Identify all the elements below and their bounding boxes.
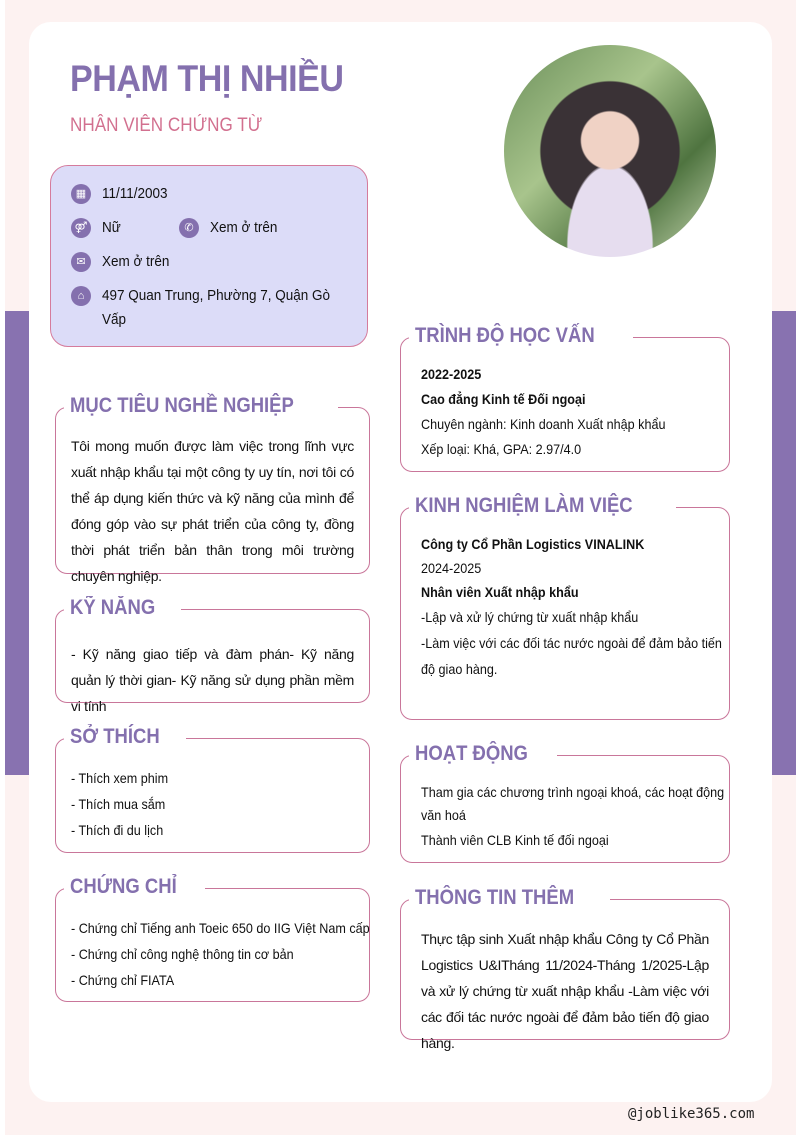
education-body: [421, 362, 714, 462]
watermark: @joblike365.com: [628, 1106, 755, 1122]
experience-body: [421, 532, 722, 682]
objective-section: [55, 394, 370, 584]
gender-icon: ⚤: [71, 218, 91, 238]
list-item: - Thích xem phim: [71, 770, 169, 786]
education-school: Cao đẳng Kinh tế Đối ngoại: [421, 391, 586, 407]
gender-value: Nữ: [102, 219, 121, 236]
gender-row: [71, 216, 123, 240]
list-item: Tham gia các chương trình ngoại khoá, các hoạt động: [421, 784, 725, 800]
calendar-icon: ▦: [71, 184, 91, 204]
additional-text: Thực tập sinh Xuất nhập khẩu Công ty Cổ Phần Logistics U&ITháng 11/2024-Tháng 1/2025-Lập và xử lý chứng từ xuất nhập khẩu -Làm việc với các đối tác nước ngoài để đảm bảo tiến độ giao hàng.: [421, 931, 709, 1051]
experience-period: 2024-2025: [421, 560, 482, 576]
experience-duty: -Làm việc với các đối tác nước ngoài để đảm bảo tiến: [421, 635, 722, 651]
section-title: SỞ THÍCH: [64, 723, 186, 751]
job-title: NHÂN VIÊN CHỨNG TỪ: [70, 115, 263, 136]
experience-duty: độ giao hàng.: [421, 661, 498, 677]
home-icon: ⌂: [71, 286, 91, 306]
section-title: TRÌNH ĐỘ HỌC VẤN: [409, 322, 633, 350]
skills-text: - Kỹ năng giao tiếp và đàm phán- Kỹ năng quản lý thời gian- Kỹ năng sử dụng phần mềm vi tính: [71, 646, 354, 714]
phone-value[interactable]: Xem ở trên: [210, 219, 278, 236]
section-title: KINH NGHIỆM LÀM VIỆC: [409, 492, 676, 520]
email-row: [71, 250, 177, 274]
objective-text: Tôi mong muốn được làm việc trong lĩnh vực xuất nhập khẩu tại một công ty uy tín, nơi tôi có thể áp dụng kiến thức và kỹ năng của mình để đóng góp vào sự phát triển của công ty, đồng thời phát triển bản thân trong môi trường chuyên nghiệp.: [71, 438, 354, 584]
hobbies-list: [71, 765, 354, 843]
birthday-row: [71, 182, 175, 206]
address-line-2: Vấp: [102, 311, 127, 328]
list-item: - Chứng chỉ công nghệ thông tin cơ bản: [71, 946, 294, 962]
list-item: văn hoá: [421, 807, 466, 823]
section-title: CHỨNG CHỈ: [64, 873, 205, 901]
list-item: Thành viên CLB Kinh tế đối ngoại: [421, 832, 609, 848]
address-line-1: 497 Quan Trung, Phường 7, Quận Gò: [102, 287, 331, 304]
activities-section: [400, 742, 730, 863]
mail-icon: ✉: [71, 252, 91, 272]
education-period: 2022-2025: [421, 366, 482, 382]
education-grade: Xếp loại: Khá, GPA: 2.97/4.0: [421, 441, 582, 457]
phone-icon: ✆: [179, 218, 199, 238]
skills-section: [55, 596, 370, 714]
address-row: [71, 284, 355, 332]
address-value: [102, 284, 330, 332]
experience-section: [400, 494, 730, 720]
profile-photo: [504, 45, 716, 257]
section-title: KỸ NĂNG: [64, 594, 181, 622]
candidate-name: PHẠM THỊ NHIỀU: [70, 58, 344, 99]
section-title: THÔNG TIN THÊM: [409, 884, 610, 912]
list-item: - Chứng chỉ FIATA: [71, 972, 175, 988]
experience-duty: -Lập và xử lý chứng từ xuất nhập khẩu: [421, 609, 639, 625]
education-major: Chuyên ngành: Kinh doanh Xuất nhập khẩu: [421, 416, 666, 432]
list-item: - Chứng chỉ Tiếng anh Toeic 650 do IIG Việt Nam cấp: [71, 920, 370, 936]
certificates-section: [55, 875, 370, 1002]
section-title: MỤC TIÊU NGHỀ NGHIỆP: [64, 392, 338, 420]
hobbies-section: [55, 725, 370, 853]
activities-list: [421, 781, 725, 853]
left-accent-bar: [5, 311, 29, 775]
certificates-list: [71, 915, 370, 993]
experience-position: Nhân viên Xuất nhập khẩu: [421, 584, 579, 600]
education-section: [400, 324, 730, 472]
section-title: HOẠT ĐỘNG: [409, 740, 557, 768]
contact-info-box: [50, 165, 368, 347]
right-accent-bar: [772, 311, 796, 775]
phone-row: [179, 216, 285, 240]
birthday-value: 11/11/2003: [102, 185, 168, 202]
list-item: - Thích đi du lịch: [71, 822, 164, 838]
additional-info-section: [400, 886, 730, 1051]
experience-company: Công ty Cổ Phần Logistics VINALINK: [421, 536, 645, 552]
list-item: - Thích mua sắm: [71, 796, 166, 812]
email-value[interactable]: Xem ở trên: [102, 253, 170, 270]
